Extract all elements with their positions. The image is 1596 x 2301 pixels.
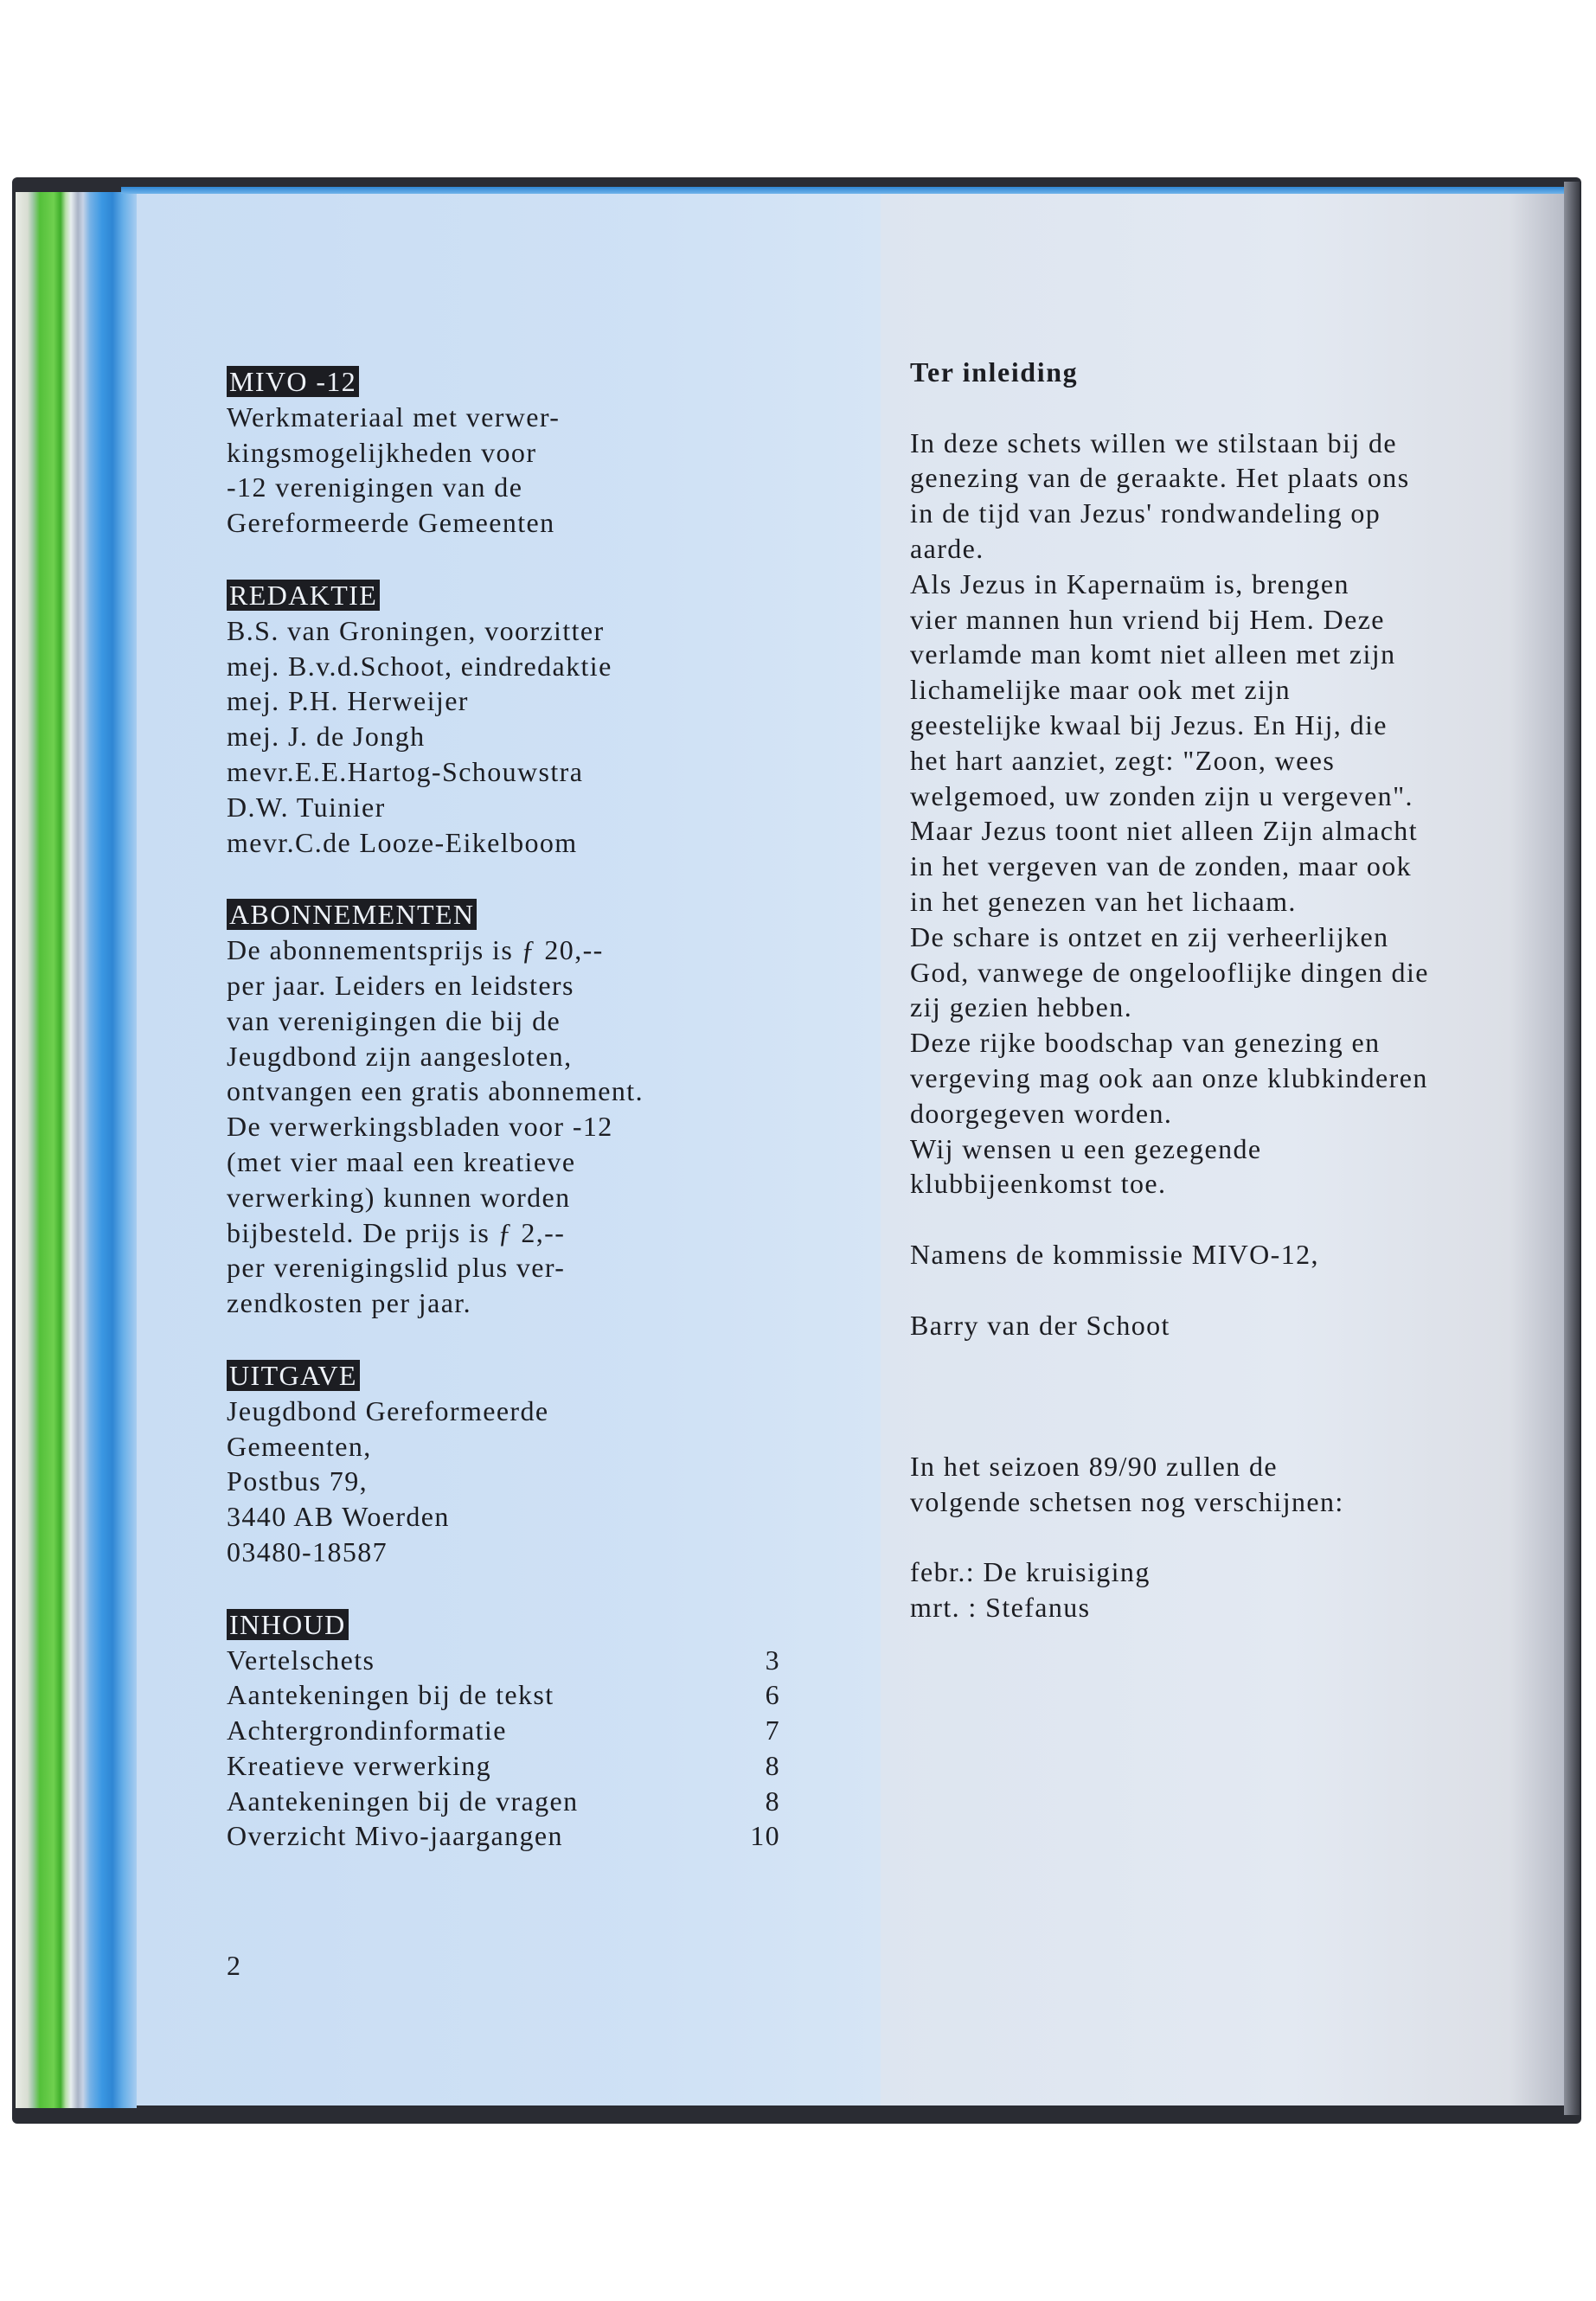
toc-page: 6 (765, 1679, 780, 1711)
intro-line: De schare is ontzet en zij verheerlijken (910, 920, 1389, 952)
redaktie-member: mevr.C.de Looze-Eikelboom (227, 826, 578, 858)
mivo-label: MIVO -12 (227, 366, 359, 397)
toc-title: Vertelschets (227, 1644, 375, 1676)
intro-line: klubbijeenkomst toe. (910, 1168, 1167, 1200)
toc-page: 3 (765, 1644, 780, 1676)
redaktie-member: B.S. van Groningen, voorzitter (227, 614, 605, 646)
spacer (910, 1413, 1533, 1449)
abonnementen-line: De verwerkingsbladen voor -12 (227, 1111, 613, 1143)
toc-row (227, 1643, 780, 1678)
abonnementen-line: zendkosten per jaar. (227, 1287, 471, 1319)
abonnementen-line: (met vier maal een kreatieve (227, 1145, 576, 1177)
intro-line: doorgegeven worden. (910, 1097, 1173, 1129)
intro-line: in het vergeven van de zonden, maar ook (910, 850, 1413, 882)
toc-page: 8 (765, 1749, 780, 1781)
uitgave-line: Gemeenten, (227, 1430, 372, 1462)
page-number: 2 (227, 1950, 240, 1981)
intro-line: in de tijd van Jezus' rondwandeling op (910, 497, 1381, 529)
mivo-section (227, 363, 815, 541)
intro-line: God, vanwege de ongelooflijke dingen die (910, 956, 1429, 988)
intro-line: aarde. (910, 532, 984, 564)
introduction-column (910, 355, 1533, 1625)
page-edges (16, 192, 137, 2108)
spacer (910, 1378, 1533, 1413)
mivo-line: Gereformeerde Gemeenten (227, 507, 555, 539)
abonnementen-line: per jaar. Leiders en leidsters (227, 969, 574, 1001)
uitgave-line: 03480-18587 (227, 1535, 388, 1567)
spacer (910, 1519, 1533, 1554)
toc-title: Achtergrondinformatie (227, 1715, 507, 1747)
mivo-line: -12 verenigingen van de (227, 471, 523, 503)
uitgave-line: Postbus 79, (227, 1465, 368, 1497)
intro-line: lichamelijke maar ook met zijn (910, 674, 1292, 706)
intro-line: Wij wensen u een gezegende (910, 1132, 1262, 1164)
page-top-edge (121, 187, 1564, 194)
abonnementen-label: ABONNEMENTEN (227, 899, 477, 930)
inhoud-label: INHOUD (227, 1609, 349, 1640)
redaktie-member: mej. P.H. Herweijer (227, 685, 469, 717)
spacer (910, 1272, 1533, 1308)
colophon-column (227, 363, 815, 1854)
abonnementen-line: per verenigingslid plus ver- (227, 1252, 566, 1284)
toc-row (227, 1748, 780, 1784)
season-line: In het seizoen 89/90 zullen de (910, 1450, 1278, 1482)
toc-page: 10 (750, 1820, 780, 1852)
intro-line: Maar Jezus toont niet alleen Zijn almacht (910, 815, 1418, 847)
schedule-item: mrt. : Stefanus (910, 1591, 1091, 1623)
uitgave-line: 3440 AB Woerden (227, 1501, 450, 1533)
toc-title: Aantekeningen bij de tekst (227, 1679, 554, 1711)
toc-title: Kreatieve verwerking (227, 1749, 492, 1781)
abonnementen-line: verwerking) kunnen worden (227, 1181, 571, 1213)
intro-line: zij gezien hebben. (910, 991, 1133, 1023)
uitgave-label: UITGAVE (227, 1360, 360, 1391)
toc-row (227, 1713, 780, 1748)
intro-line: Deze rijke boodschap van genezing en (910, 1027, 1381, 1059)
redaktie-member: mevr.E.E.Hartog-Schouwstra (227, 755, 584, 787)
closing-line: Namens de kommissie MIVO-12, (910, 1238, 1319, 1270)
abonnementen-line: van verenigingen die bij de (227, 1004, 561, 1036)
mivo-line: kingsmogelijkheden voor (227, 436, 537, 468)
spacer (910, 1343, 1533, 1378)
intro-line: geestelijke kwaal bij Jezus. En Hij, die (910, 708, 1388, 740)
intro-line: welgemoed, uw zonden zijn u vergeven". (910, 779, 1413, 811)
toc-title: Overzicht Mivo-jaargangen (227, 1820, 563, 1852)
abonnementen-line: bijbesteld. De prijs is ƒ 2,-- (227, 1216, 566, 1248)
redaktie-label: REDAKTIE (227, 580, 380, 611)
mivo-line: Werkmateriaal met verwer- (227, 401, 561, 433)
abonnementen-line: ontvangen een gratis abonnement. (227, 1075, 644, 1107)
toc-title: Aantekeningen bij de vragen (227, 1785, 579, 1817)
uitgave-section (227, 1357, 815, 1570)
inhoud-section (227, 1606, 815, 1855)
intro-line: genezing van de geraakte. Het plaats ons (910, 462, 1410, 494)
uitgave-line: Jeugdbond Gereformeerde (227, 1394, 549, 1426)
intro-line: vier mannen hun vriend bij Hem. Deze (910, 603, 1385, 635)
abonnementen-line: Jeugdbond zijn aangesloten, (227, 1040, 573, 1072)
abonnementen-section (227, 896, 815, 1321)
toc-row (227, 1784, 780, 1819)
schedule-item: febr.: De kruisiging (910, 1556, 1151, 1588)
intro-line: in het genezen van het lichaam. (910, 885, 1297, 917)
toc-page: 7 (765, 1715, 780, 1747)
intro-line: In deze schets willen we stilstaan bij de (910, 426, 1398, 458)
book-right-edge (1564, 182, 1580, 2115)
season-line: volgende schetsen nog verschijnen: (910, 1485, 1344, 1517)
redaktie-member: mej. J. de Jongh (227, 721, 426, 753)
intro-line: Als Jezus in Kapernaüm is, brengen (910, 567, 1349, 599)
intro-line: het hart aanziet, zegt: "Zoon, wees (910, 744, 1336, 776)
redaktie-member: D.W. Tuinier (227, 791, 386, 823)
spacer (910, 390, 1533, 426)
intro-line: verlamde man komt niet alleen met zijn (910, 638, 1396, 670)
signature: Barry van der Schoot (910, 1309, 1170, 1341)
toc-row (227, 1677, 780, 1713)
spacer (910, 1202, 1533, 1237)
toc-row (227, 1818, 780, 1854)
redaktie-section (227, 577, 815, 860)
abonnementen-line: De abonnementsprijs is ƒ 20,-- (227, 934, 604, 966)
intro-line: vergeving mag ook aan onze klubkinderen (910, 1061, 1428, 1093)
redaktie-member: mej. B.v.d.Schoot, eindredaktie (227, 650, 612, 682)
toc-page: 8 (765, 1785, 780, 1817)
intro-heading: Ter inleiding (910, 356, 1079, 388)
